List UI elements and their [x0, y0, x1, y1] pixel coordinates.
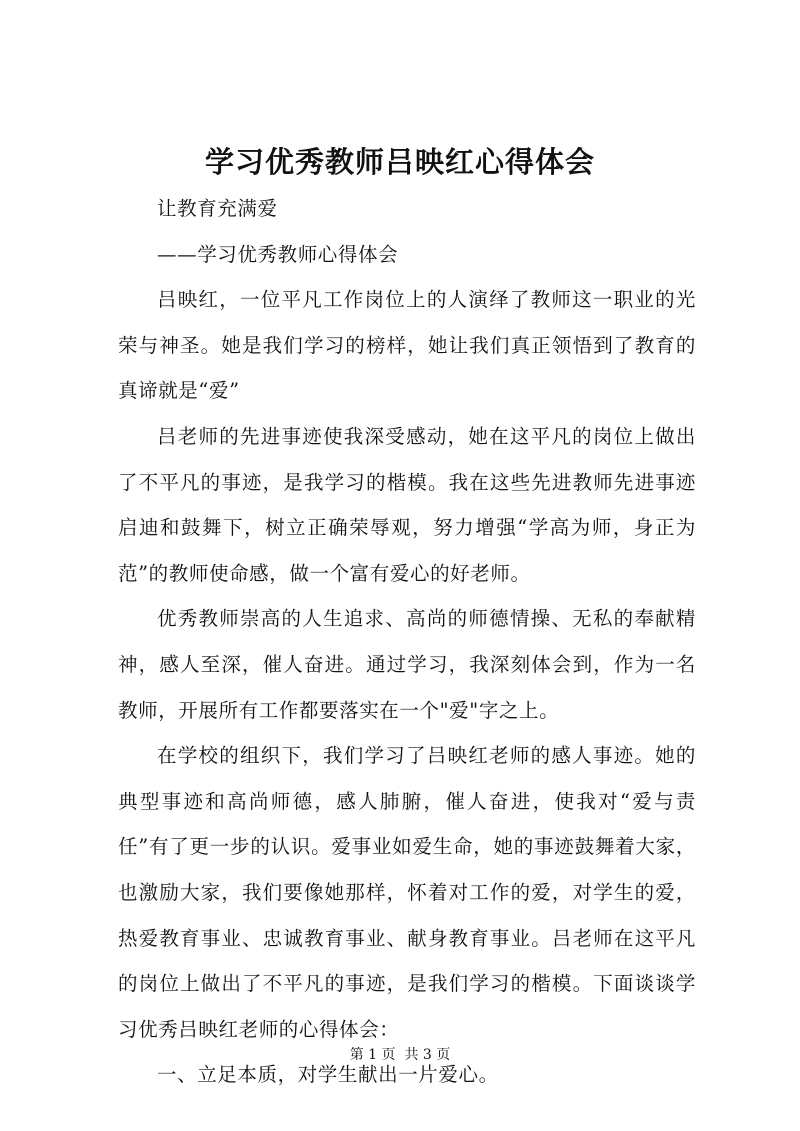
- page-footer: [0, 1045, 800, 1065]
- paragraph-subtitle: 让教育充满爱: [157, 197, 278, 220]
- document-body: [118, 186, 696, 1098]
- paragraph-subheading: ——学习优秀教师心得体会: [157, 242, 399, 266]
- paragraph: 优秀教师崇高的人生追求、高尚的师德情操、无私的奉献精神，感人至深，催人奋进。通过学习，我深刻体会到，作为一名教师，开展所有工作都要落实在一个"爱"字之上。: [118, 607, 696, 722]
- document-title: 学习优秀教师吕映红心得体会: [204, 145, 595, 179]
- paragraph: 在学校的组织下，我们学习了吕映红老师的感人事迹。她的典型事迹和高尚师德，感人肺腑，催人奋进，使我对“爱与责任”有了更一步的认识。爱事业如爱生命，她的事迹鼓舞着大家，也激励大家，我们要像她那样，怀着对工作的爱，对学生的爱，热爱教育事业、忠诚教育事业、献身教育事业。吕老师在这平凡的岗位上做出了不平凡的事迹，是我们学习的楷模。下面谈谈学习优秀吕映红老师的心得体会：: [118, 744, 696, 1041]
- page-number-label: 第 1 页 共 3 页: [349, 1047, 451, 1063]
- paragraph: 吕映红，一位平凡工作岗位上的人演绎了教师这一职业的光荣与神圣。她是我们学习的榜样，她让我们真正领悟到了教育的真谛就是“爱”: [118, 288, 696, 403]
- paragraph: 吕老师的先进事迹使我深受感动，她在这平凡的岗位上做出了不平凡的事迹，是我学习的楷模。我在这些先进教师先进事迹启迪和鼓舞下，树立正确荣辱观，努力增强“学高为师，身正为范”的教师使命感，做一个富有爱心的好老师。: [118, 424, 696, 585]
- paragraph-section-heading: 一、立足本质，对学生献出一片爱心。: [157, 1063, 499, 1087]
